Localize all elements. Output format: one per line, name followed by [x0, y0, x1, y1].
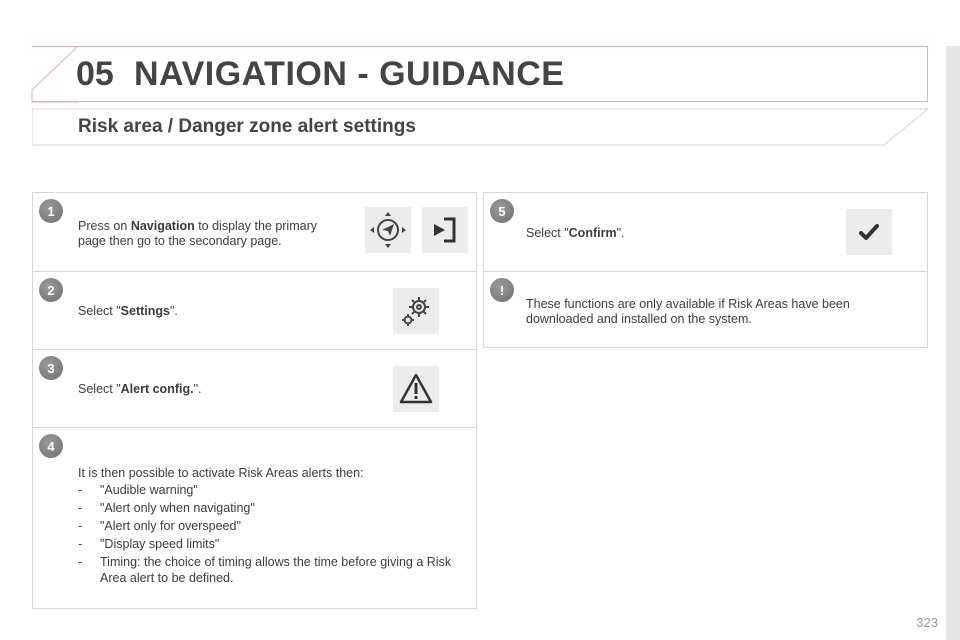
steps-panel-left: [32, 192, 477, 609]
step-text: Press on Navigation to display the primary page then go to the secondary page.: [78, 219, 317, 248]
page-number: 323: [916, 615, 938, 630]
step-row-2: [33, 271, 476, 349]
step-row-1: [33, 193, 476, 271]
settings-gears-icon[interactable]: [393, 288, 439, 334]
note-badge: !: [490, 278, 514, 302]
step-badge: 1: [39, 199, 63, 223]
chapter-title: NAVIGATION - GUIDANCE: [134, 55, 565, 93]
step-badge: 5: [490, 199, 514, 223]
alert-options-list: [78, 480, 468, 586]
page-side-bar: [946, 46, 960, 640]
navigation-icon[interactable]: [365, 207, 411, 253]
step-text: Select "Alert config.".: [78, 382, 202, 396]
warning-triangle-icon[interactable]: [393, 366, 439, 412]
step-text: Select "Confirm".: [526, 226, 625, 240]
chapter-number: 05: [76, 55, 114, 93]
step-row-5: [484, 193, 927, 271]
steps-panel-right: [483, 192, 928, 348]
note-text: These functions are only available if Risk Areas have been downloaded and installed on the system.: [526, 297, 850, 326]
list-item: - "Alert only when navigating": [78, 501, 255, 515]
step-row-3: [33, 349, 476, 427]
step-badge: 3: [39, 356, 63, 380]
secondary-page-icon[interactable]: [422, 207, 468, 253]
list-item: - "Display speed limits": [78, 537, 220, 551]
list-item: - "Audible warning": [78, 483, 198, 497]
step-text: Select "Settings".: [78, 304, 178, 318]
step-intro: It is then possible to activate Risk Areas alerts then:: [78, 466, 364, 480]
step-badge: 4: [39, 434, 63, 458]
step-row-4: [33, 427, 476, 609]
list-item: - "Alert only for overspeed": [78, 519, 241, 533]
note-row: [484, 271, 927, 349]
list-item: - Timing: the choice of timing allows the time before giving a Risk Area alert to be defined.: [78, 555, 452, 585]
step-badge: 2: [39, 278, 63, 302]
checkmark-icon[interactable]: [846, 209, 892, 255]
section-title: Risk area / Danger zone alert settings: [78, 116, 416, 137]
